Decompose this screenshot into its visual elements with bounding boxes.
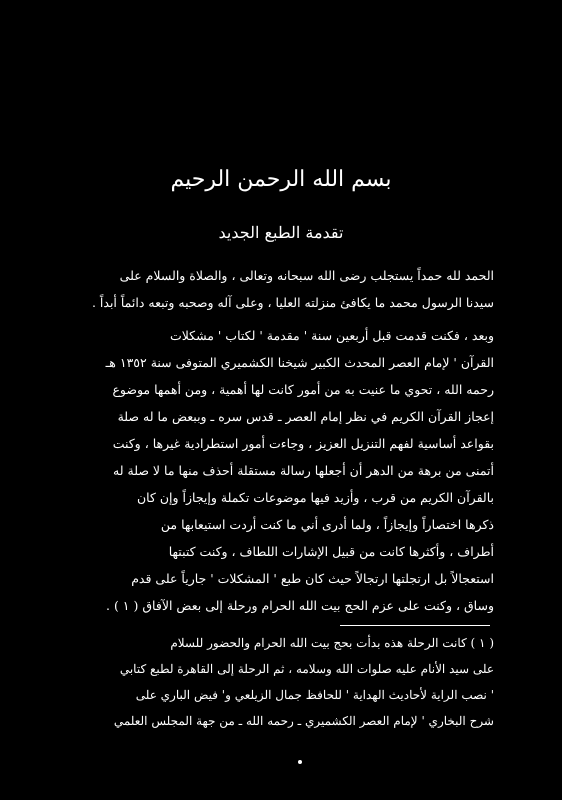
footnote-line: ' نصب الراية لأحاديث الهداية ' للحافظ جمال الزيلعي و' فيض الباري على	[135, 688, 494, 702]
paragraph-line: الحمد لله حمداً يستجلب رضى الله سبحانه وتعالى ، والصلاة والسلام على	[119, 268, 494, 283]
page-mark	[298, 760, 302, 764]
footnote-line: شرح البخاري ' لإمام العصر الكشميري ـ رحمه الله ـ من جهة المجلس العلمي	[113, 714, 494, 728]
paragraph-line: أتمنى من برهة من الدهر أن أجعلها رسالة مستقلة أحذف منها ما لا صلة له	[113, 463, 494, 478]
paragraph-line: وبعد ، فكنت قدمت قبل أربعين سنة ' مقدمة ' لكتاب ' مشكلات	[169, 328, 494, 343]
paragraph-line: وساق ، وكنت على عزم الحج بيت الله الحرام ورحلة إلى بعض الآفاق ( ١ ) .	[106, 598, 494, 613]
paragraph-line: بقواعد أساسية لفهم التنزيل العزيز ، وجاءت أمور استطرادية غيرها ، وكنت	[112, 436, 494, 451]
paragraph-line: إعجاز القرآن الكريم في نظر إمام العصر ـ قدس سره ـ وببعض ما له صلة	[117, 409, 494, 424]
paragraph-line: ذكرها اختصاراً وإيجازاً ، ولما أدرى أني ما كنت أردت استيعابها من	[160, 517, 494, 532]
basmala-calligraphy: بسم الله الرحمن الرحيم	[170, 167, 392, 192]
paragraph-line: أطراف ، وأكثرها كانت من قبيل الإشارات اللطاف ، وكنت كتبتها	[168, 544, 494, 559]
body-paragraph	[78, 322, 494, 619]
footnote-line: على سيد الأنام عليه صلوات الله وسلامه ، ثم الرحلة إلى القاهرة لطبع كتابي	[119, 662, 494, 676]
opening-paragraph	[78, 262, 494, 316]
footnote-line: ( ١ ) كانت الرحلة هذه بدأت بحج بيت الله الحرام والحضور للسلام	[170, 636, 494, 650]
paragraph-line: سيدنا الرسول محمد ما يكافئ منزلته العليا ، وعلى آله وصحبه وتبعه دائماً أبداً .	[91, 295, 494, 310]
paragraph-line: استعجالاً بل ارتجلتها ارتجالاً حيث كان طبع ' المشكلات ' جارياً على قدم	[131, 571, 494, 586]
paragraph-line: رحمه الله ، تحوي ما عنيت به من أمور كانت لها أهمية ، ومن أهمها موضوع	[112, 382, 494, 397]
footnote	[78, 630, 494, 734]
section-heading: تقدمة الطبع الجديد	[218, 223, 344, 242]
footnote-separator	[340, 625, 490, 626]
paragraph-line: القرآن ' لإمام العصر المحدث الكبير شيخنا الكشميري المتوفى سنة ١٣٥٢ هـ	[105, 355, 494, 370]
paragraph-line: بالقرآن الكريم من قرب ، وأزيد فيها موضوعات تكملة وإيجازاً وإن كان	[136, 490, 494, 505]
